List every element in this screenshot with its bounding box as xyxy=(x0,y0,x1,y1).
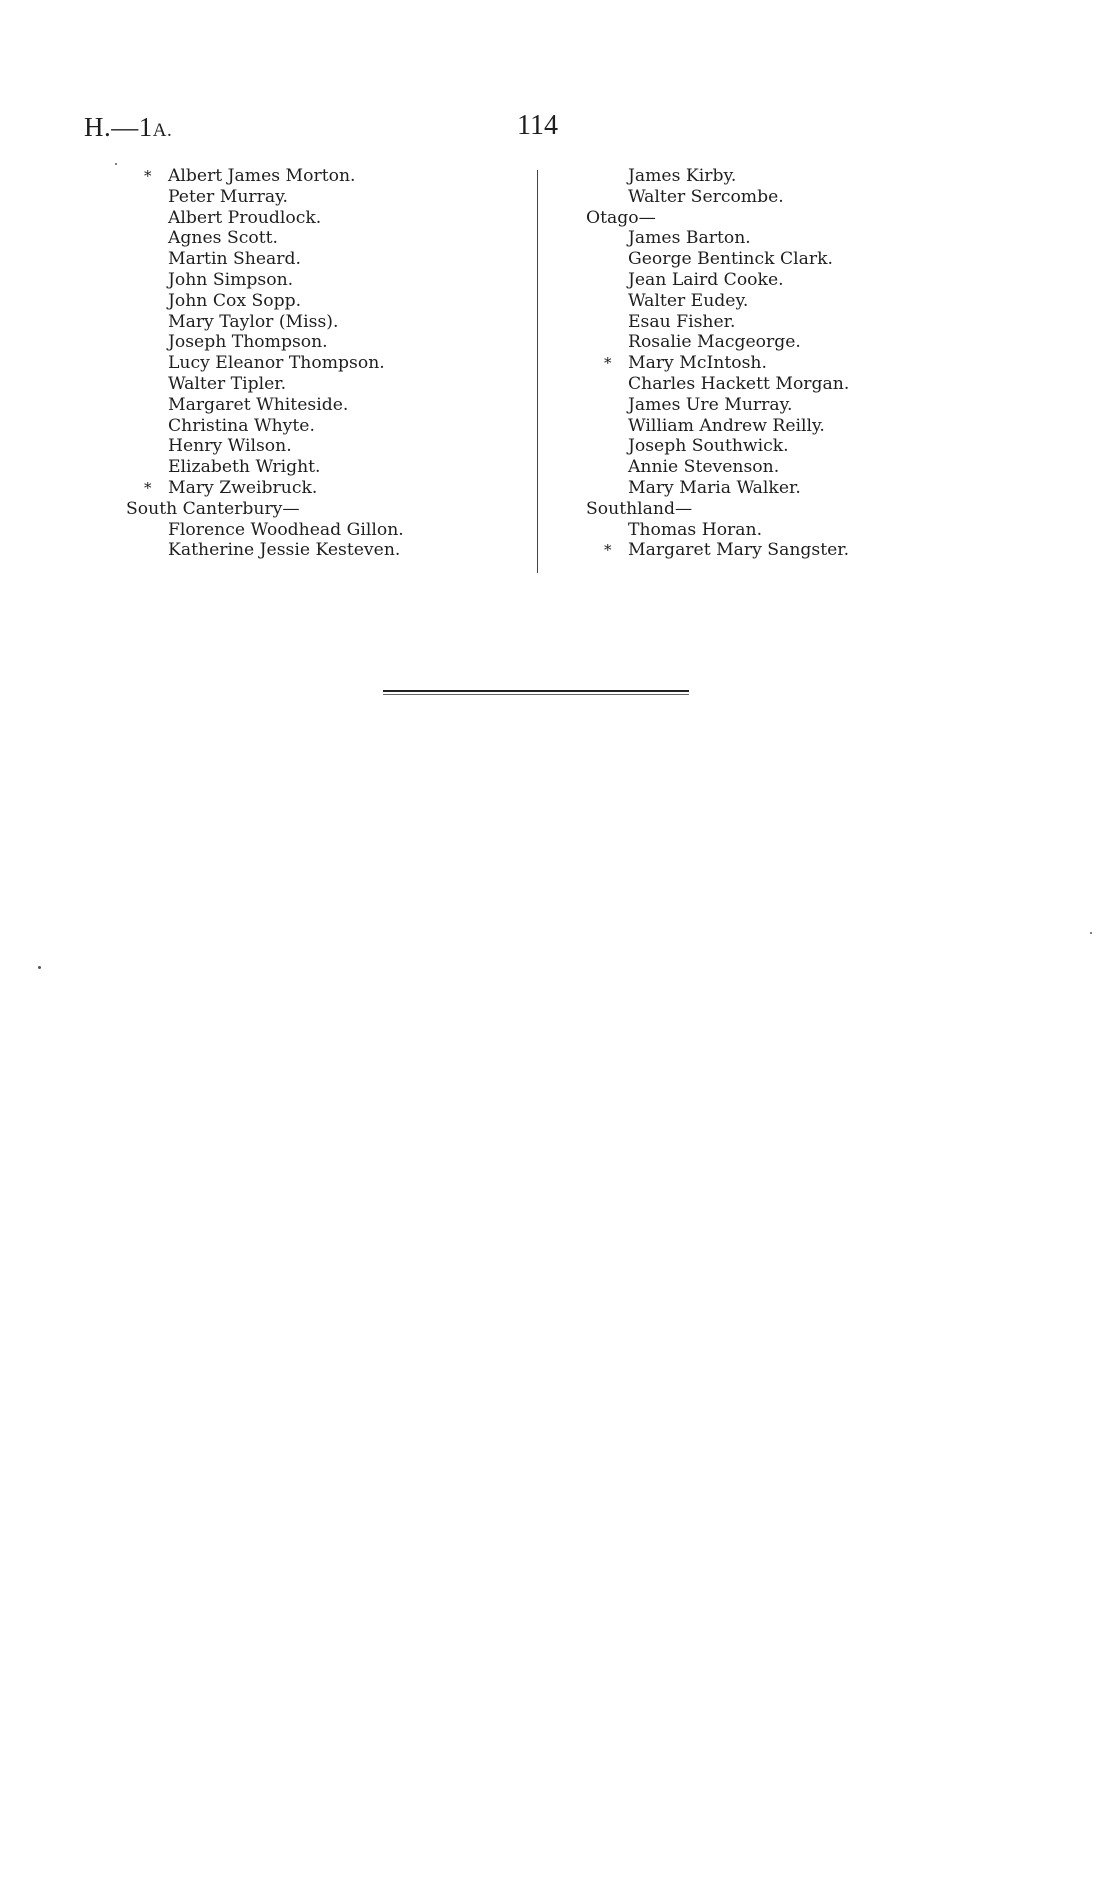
region-heading xyxy=(586,208,916,229)
name-entry xyxy=(586,416,916,437)
region-label: South Canterbury— xyxy=(126,498,300,519)
name-entry xyxy=(586,312,916,333)
name-entry xyxy=(586,374,916,395)
page-number: 114 xyxy=(517,110,558,141)
person-name: Lucy Eleanor Thompson. xyxy=(168,353,385,374)
name-entry xyxy=(126,270,516,291)
name-entry xyxy=(586,166,916,187)
person-name: Mary Taylor (Miss). xyxy=(168,311,339,332)
name-entry xyxy=(126,416,516,437)
person-name: Albert Proudlock. xyxy=(168,207,322,228)
person-name: John Simpson. xyxy=(168,269,294,290)
person-name: Agnes Scott. xyxy=(168,228,278,249)
name-entry xyxy=(126,395,516,416)
person-name: William Andrew Reilly. xyxy=(628,415,825,436)
person-name: Katherine Jessie Kesteven. xyxy=(168,540,401,561)
person-name: Joseph Southwick. xyxy=(628,436,789,457)
name-entry xyxy=(586,228,916,249)
name-entry xyxy=(126,166,516,187)
name-entry xyxy=(126,187,516,208)
name-entry xyxy=(126,478,516,499)
person-name: John Cox Sopp. xyxy=(168,290,302,311)
name-entry xyxy=(126,540,516,561)
name-entry xyxy=(126,436,516,457)
name-entry xyxy=(126,353,516,374)
right-name-column xyxy=(586,166,916,561)
name-entry xyxy=(126,228,516,249)
person-name: Walter Tipler. xyxy=(168,373,287,394)
name-entry xyxy=(586,540,916,561)
document-code-main: H.—1 xyxy=(84,112,153,142)
person-name: Jean Laird Cooke. xyxy=(628,269,784,290)
name-entry xyxy=(126,249,516,270)
name-entry xyxy=(126,291,516,312)
person-name: Albert James Morton. xyxy=(168,166,356,186)
name-entry xyxy=(126,312,516,333)
name-entry xyxy=(586,457,916,478)
person-name: Margaret Whiteside. xyxy=(168,394,349,415)
person-name: George Bentinck Clark. xyxy=(628,249,833,270)
asterisk-marker: * xyxy=(604,541,612,560)
name-entry xyxy=(586,436,916,457)
person-name: Henry Wilson. xyxy=(168,436,292,457)
person-name: Walter Eudey. xyxy=(628,290,749,311)
person-name: James Kirby. xyxy=(628,166,737,186)
person-name: Peter Murray. xyxy=(168,186,288,207)
name-entry xyxy=(126,520,516,541)
person-name: Rosalie Macgeorge. xyxy=(628,332,801,353)
scan-speck xyxy=(1090,932,1092,934)
region-heading xyxy=(586,499,916,520)
name-entry xyxy=(586,478,916,499)
document-code xyxy=(84,112,172,143)
name-entry xyxy=(126,332,516,353)
scan-speck xyxy=(38,966,41,969)
person-name: Thomas Horan. xyxy=(628,519,763,540)
name-entry xyxy=(126,208,516,229)
asterisk-marker: * xyxy=(144,167,152,185)
person-name: Annie Stevenson. xyxy=(628,457,780,478)
person-name: Mary Zweibruck. xyxy=(168,477,318,498)
name-entry xyxy=(126,374,516,395)
section-end-rule-thin xyxy=(383,694,689,695)
person-name: Walter Sercombe. xyxy=(628,186,784,207)
person-name: Charles Hackett Morgan. xyxy=(628,373,850,394)
person-name: Florence Woodhead Gillon. xyxy=(168,519,404,540)
person-name: Martin Sheard. xyxy=(168,249,301,270)
name-entry xyxy=(586,332,916,353)
person-name: Margaret Mary Sangster. xyxy=(628,540,850,561)
region-heading xyxy=(126,499,516,520)
person-name: James Ure Murray. xyxy=(628,394,793,415)
person-name: James Barton. xyxy=(628,228,751,249)
scan-speck xyxy=(115,163,117,165)
section-end-rule xyxy=(383,690,689,692)
name-entry xyxy=(586,270,916,291)
person-name: Elizabeth Wright. xyxy=(168,457,321,478)
name-entry xyxy=(586,249,916,270)
name-entry xyxy=(586,291,916,312)
person-name: Mary Maria Walker. xyxy=(628,477,801,498)
left-name-column xyxy=(126,166,516,561)
name-entry xyxy=(586,187,916,208)
person-name: Mary McIntosh. xyxy=(628,353,767,374)
document-code-suffix: A. xyxy=(152,120,173,141)
name-entry xyxy=(126,457,516,478)
column-divider xyxy=(537,170,538,573)
person-name: Esau Fisher. xyxy=(628,311,736,332)
person-name: Joseph Thompson. xyxy=(168,332,328,353)
name-entry xyxy=(586,395,916,416)
region-label: Otago— xyxy=(586,207,656,228)
region-label: Southland— xyxy=(586,498,693,519)
asterisk-marker: * xyxy=(144,478,152,497)
person-name: Christina Whyte. xyxy=(168,415,315,436)
asterisk-marker: * xyxy=(604,354,612,373)
name-entry xyxy=(586,520,916,541)
name-entry xyxy=(586,353,916,374)
